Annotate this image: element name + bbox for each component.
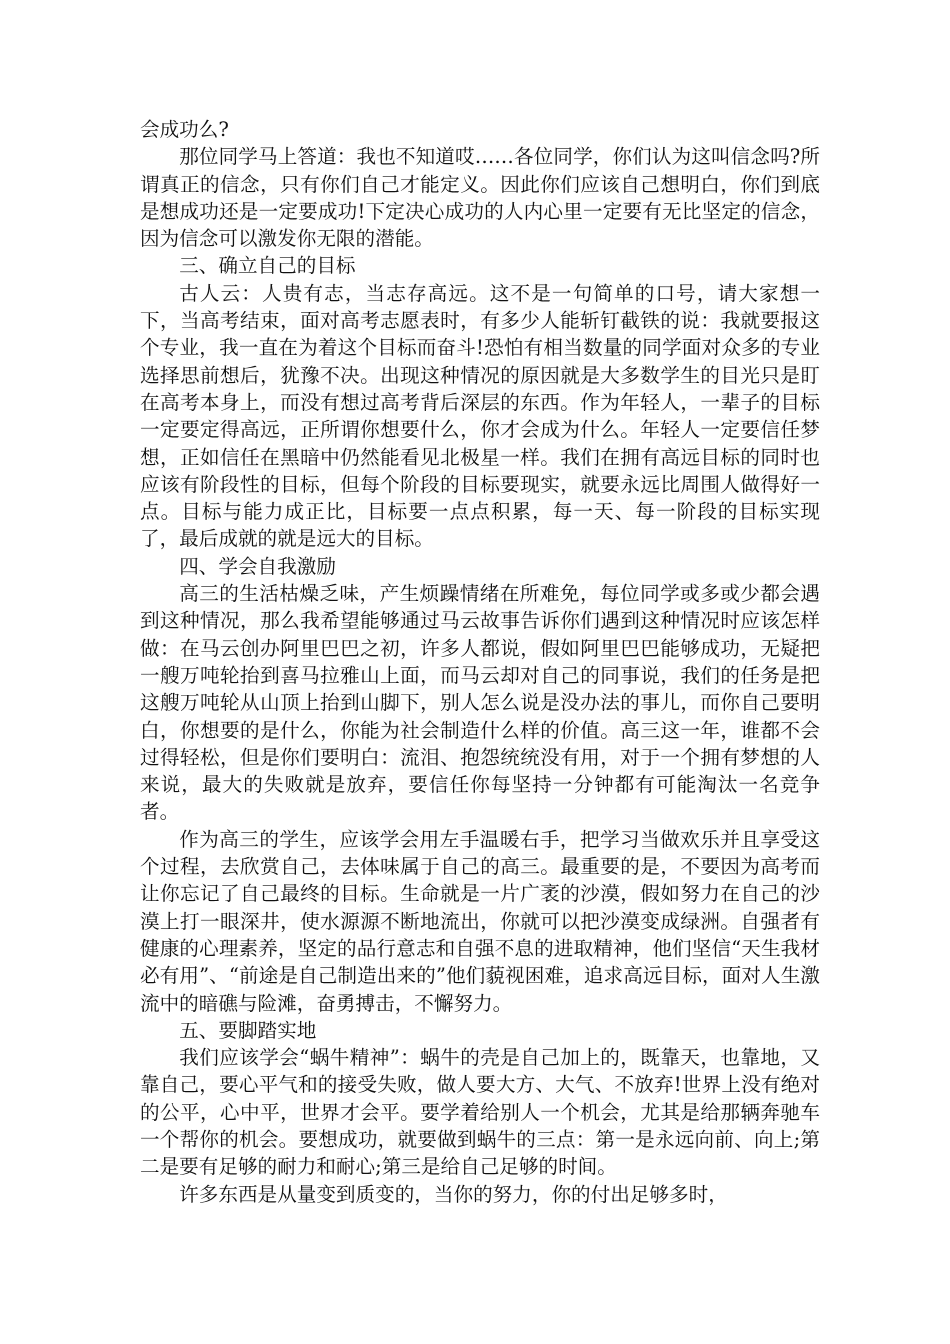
paragraph-6: 高三的生活枯燥乏味，产生烦躁情绪在所难免，每位同学或多或少都会遇到这种情况，那么我希望能够通过马云故事告诉你们遇到这种情况时应该怎样做：在马云创办阿里巴巴之初，许多人都说，假如阿里巴巴能够成功，无疑把一艘万吨轮抬到喜马拉雅山上面，而马云却对自己的同事说，我们的任务是把这艘万吨轮从山顶上抬到山脚下，别人怎么说是没办法的事儿，而你自己要明白，你想要的是什么，你能为社会制造什么样的价值。高三这一年，谁都不会过得轻松，但是你们要明白：流泪、抱怨统统没有用，对于一个拥有梦想的人来说，最大的失败就是放弃，要信任你每坚持一分钟都有可能淘汰一名竞争者。 xyxy=(140,582,820,824)
paragraph-1: 会成功么? xyxy=(140,118,229,141)
paragraph-7: 作为高三的学生，应该学会用左手温暖右手，把学习当做欢乐并且享受这个过程，去欣赏自己，去体味属于自己的高三。最重要的是，不要因为高考而让你忘记了自己最终的目标。生命就是一片广袤的沙漠，假如努力在自己的沙漠上打一眼深井，使水源源不断地流出，你就可以把沙漠变成绿洲。自强者有健康的心理素养，坚定的品行意志和自强不息的进取精神，他们坚信“天生我材必有用”、“前途是自己制造出来的”他们藐视困难，追求高远目标，面对人生激流中的暗礁与险滩，奋勇搏击，不懈努力。 xyxy=(140,827,820,1015)
paragraph-2: 那位同学马上答道：我也不知道哎……各位同学，你们认为这叫信念吗?所谓真正的信念，只有你们自己才能定义。因此你们应该自己想明白，你们到底是想成功还是一定要成功!下定决心成功的人内心里一定要有无比坚定的信念，因为信念可以激发你无限的潜能。 xyxy=(140,145,820,251)
paragraph-9: 我们应该学会“蜗牛精神”：蜗牛的壳是自己加上的，既靠天，也靠地，又靠自己，要心平气和的接受失败，做人要大方、大气、不放弃!世界上没有绝对的公平，心中平，世界才会平。要学着给别人一个机会，尤其是给那辆奔驰车一个帮你的机会。要想成功，就要做到蜗牛的三点：第一是永远向前、向上;第二是要有足够的耐力和耐心;第三是给自己足够的时间。 xyxy=(140,1046,820,1179)
section-heading-5: 五、要脚踏实地 xyxy=(179,1018,317,1042)
paragraph-4: 古人云：人贵有志，当志存高远。这不是一句简单的口号，请大家想一下，当高考结束，面对高考志愿表时，有多少人能斩钉截铁的说：我就要报这个专业，我一直在为着这个目标而奋斗!恐怕有相当数量的同学面对众多的专业选择思前想后，犹豫不决。出现这种情况的原因就是大多数学生的目光只是盯在高考本身上，而没有想过高考背后深层的东西。作为年轻人，一辈子的目标一定要定得高远，正所谓你想要什么，你才会成为什么。年轻人一定要信任梦想，正如信任在黑暗中仍然能看见北极星一样。我们在拥有高远目标的同时也应该有阶段性的目标，但每个阶段的目标要现实，就要永远比周围人做得好一点。目标与能力成正比，目标要一点点积累，每一天、每一阶段的目标实现了，最后成就的就是远大的目标。 xyxy=(140,281,820,551)
document-page xyxy=(140,116,820,1208)
section-heading-4: 四、学会自我激励 xyxy=(179,554,336,578)
paragraph-10: 许多东西是从量变到质变的，当你的努力，你的付出足够多时， xyxy=(179,1182,728,1206)
section-heading-3: 三、确立自己的目标 xyxy=(179,254,356,278)
